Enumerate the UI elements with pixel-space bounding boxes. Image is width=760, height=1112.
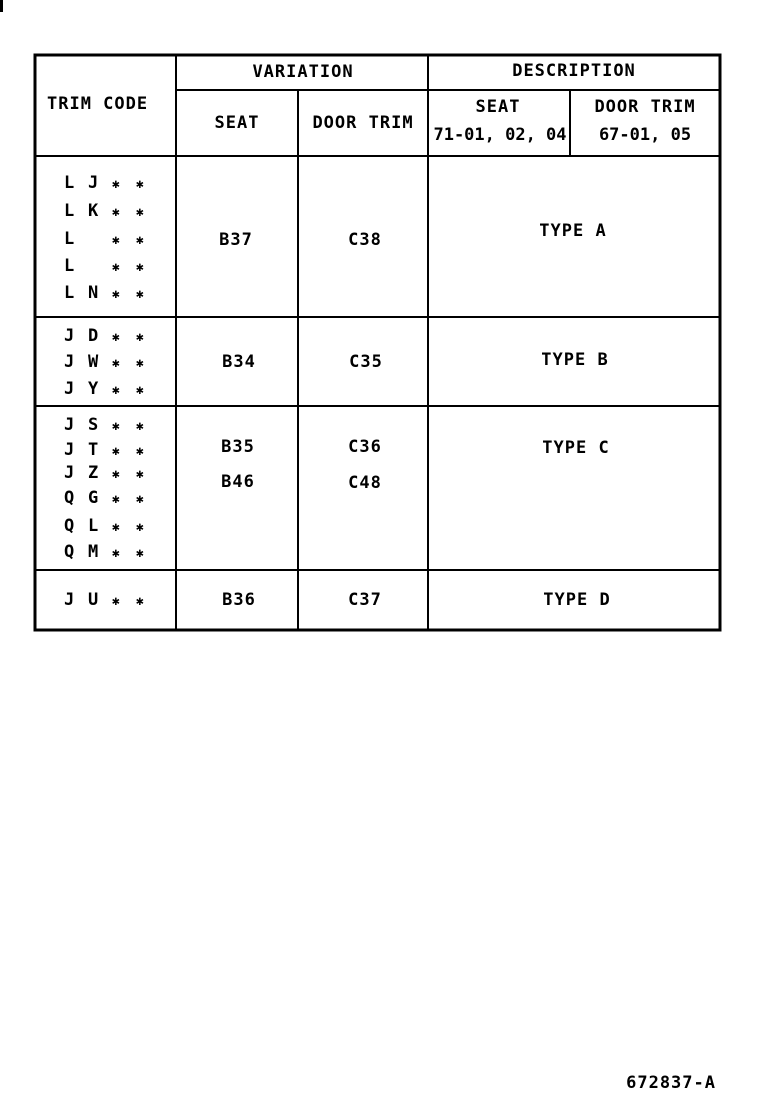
description-type: TYPE B xyxy=(541,350,609,370)
door-trim-variation: C35 xyxy=(349,352,383,372)
trim-code-line: J T ✱ ✱ xyxy=(64,440,144,460)
header-description-seat: SEAT xyxy=(475,97,521,117)
trim-code-line: J S ✱ ✱ xyxy=(64,415,144,435)
header-variation-door-trim: DOOR TRIM xyxy=(312,113,414,133)
door-trim-variation: C48 xyxy=(348,473,382,493)
trim-code-line: Q G ✱ ✱ xyxy=(64,488,144,508)
trim-code-line: J D ✱ ✱ xyxy=(64,326,144,346)
trim-code-line: L ✱ ✱ xyxy=(64,229,144,249)
description-type: TYPE C xyxy=(542,438,610,458)
seat-variation: B46 xyxy=(221,472,255,492)
header-description-door-trim: DOOR TRIM xyxy=(594,97,696,117)
trim-code-line: J U ✱ ✱ xyxy=(64,590,144,610)
door-trim-variation: C38 xyxy=(348,230,382,250)
trim-code-line: J Z ✱ ✱ xyxy=(64,463,144,483)
trim-code-line: L ✱ ✱ xyxy=(64,256,144,276)
trim-code-line: J W ✱ ✱ xyxy=(64,352,144,372)
illustration-id: 672837-A xyxy=(626,1073,716,1093)
trim-code-line: Q M ✱ ✱ xyxy=(64,542,144,562)
trim-code-line: L K ✱ ✱ xyxy=(64,201,144,221)
header-description: DESCRIPTION xyxy=(512,61,636,81)
trim-code-line: Q L ✱ ✱ xyxy=(64,516,144,536)
description-type: TYPE D xyxy=(543,590,611,610)
header-variation-seat: SEAT xyxy=(214,113,260,133)
header-description-door-trim-ref: 67-01, 05 xyxy=(598,125,692,145)
trim-code-line: L N ✱ ✱ xyxy=(64,283,144,303)
seat-variation: B34 xyxy=(222,352,256,372)
seat-variation: B35 xyxy=(221,437,255,457)
seat-variation: B36 xyxy=(222,590,256,610)
header-description-seat-ref: 71-01, 02, 04 xyxy=(433,125,567,145)
seat-variation: B37 xyxy=(219,230,253,250)
trim-code-line: L J ✱ ✱ xyxy=(64,173,144,193)
door-trim-variation: C36 xyxy=(348,437,382,457)
door-trim-variation: C37 xyxy=(348,590,382,610)
trim-code-line: J Y ✱ ✱ xyxy=(64,379,144,399)
header-trim-code: TRIM CODE xyxy=(47,94,149,114)
description-type: TYPE A xyxy=(539,221,607,241)
header-variation: VARIATION xyxy=(252,62,354,82)
